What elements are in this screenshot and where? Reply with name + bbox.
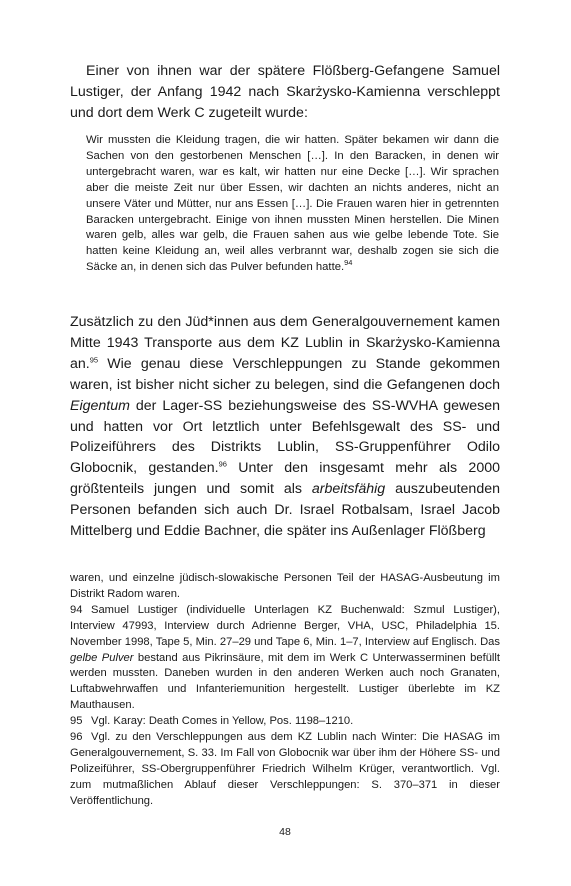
footnote-number: 94 [70, 603, 83, 616]
body-text-1: Zusätzlich zu den Jüd*innen aus dem Generalgouvernement kamen Mitte 1943 Transporte aus dem KZ Lublin in Skarżysko-Kamienna an. [70, 314, 500, 372]
intro-text: Einer von ihnen war der spätere Flößberg-Gefangene Samuel Lustiger, der Anfang 1942 nach Skarżysko-Kamienna verschleppt und dort dem Werk C zugeteilt wurde: [70, 63, 500, 121]
footnote-text: Samuel Lustiger (individuelle Unterlagen KZ Buchenwald: Szmul Lustiger), Interview 47993, Interview durch Adrienne Berger, VHA, USC, Philadelphia 15. November 1998, Tape 5, Min. 27–29 und Tape 6, Min. 1–7, Interview auf Englisch. Das [70, 603, 500, 648]
footnote-96 [70, 730, 500, 810]
intro-paragraph [70, 61, 500, 124]
emphasis-eigentum: Eigentum [70, 397, 130, 414]
footnote-emphasis: gelbe Pulver [70, 651, 134, 664]
footnote-95 [70, 714, 500, 730]
body-text-4: Unter den insgesamt mehr als 2000 größtenteils jungen und somit als [70, 460, 500, 498]
footnote-text: bestand aus Pikrinsäure, mit dem im Werk C Unterwasserminen befüllt werden mussten. Daneben wurden in den anderen Werken auch noch Granaten, Luftabwehrwaffen und Infanteriemunition hergestellt. Lustiger überlebte im KZ Mauthausen. [70, 651, 501, 712]
footnote-94 [70, 603, 500, 714]
page-number: 48 [279, 826, 291, 838]
footnote-ref-94: 94 [344, 258, 353, 268]
footnote-number: 96 [70, 731, 83, 744]
footnote-ref-95: 95 [89, 355, 99, 365]
body-text-5: auszubeutenden Personen befanden sich auch Dr. Israel Rotbalsam, Israel Jacob Mittelberg und Eddie Bachner, die später ins Außenlager Flößberg [70, 481, 500, 540]
block-quote [86, 133, 499, 276]
footnote-number: 95 [70, 715, 83, 728]
body-text-3: der Lager-SS beziehungsweise des SS-WVHA gewesen und hatten vor Ort letztlich unter Befehlsgewalt des SS- und Polizeiführers des Distrikts Lublin, SS-Gruppenführer Odilo Globocnik, gestanden. [70, 397, 500, 477]
footnote-continuation: waren, und einzelne jüdisch-slowakische Personen Teil der HASAG-Ausbeutung im Distrikt Radom waren. [70, 572, 500, 600]
footnote-text: Vgl. Karay: Death Comes in Yellow, Pos. 1198–1210. [91, 715, 354, 728]
footnote-ref-96: 96 [218, 459, 227, 469]
footnote-text: Vgl. zu den Verschleppungen aus dem KZ Lublin nach Winter: Die HASAG im Generalgouvernement, S. 33. Im Fall von Globocnik war über ihm der Höhere SS- und Polizeiführer, SS-Obergruppenführer Friedrich Wilhelm Krüger, verantwortlich. Vgl. zum mutmaßlichen Ablauf dieser Verschleppungen: S. 370–371 in dieser Veröffentlichung. [70, 731, 500, 807]
emphasis-arbeitsfaehig: arbeitsfähig [311, 481, 386, 498]
body-text-2: Wie genau diese Verschleppungen zu Stande gekommen waren, ist bisher nicht sicher zu belegen, sind die Gefangenen doch [70, 355, 500, 393]
footnotes [70, 571, 500, 810]
quote-text: Wir mussten die Kleidung tragen, die wir hatten. Später bekamen wir dann die Sachen von den gestorbenen Menschen […]. In den Baracken, in denen wir untergebracht waren, war es kalt, wir hatten nur eine Decke […]. Wir sprachen aber die meiste Zeit nur über Essen, wir dachten an nichts anderes, nicht an unsere Väter und Mütter, nur ans Essen […]. Die Frauen waren hier in getrennten Baracken untergebracht. Einige von ihnen mussten Minen herstellen. Die Minen waren gelb, alles war gelb, die Frauen sahen aus wie gelbe lebende Tote. Sie hatten keine Kleidung an, weil alles verbrannt war, deshalb zogen sie sich die Säcke an, in denen sich das Pulver befunden hatte. [86, 134, 499, 274]
body-paragraph [70, 312, 500, 542]
